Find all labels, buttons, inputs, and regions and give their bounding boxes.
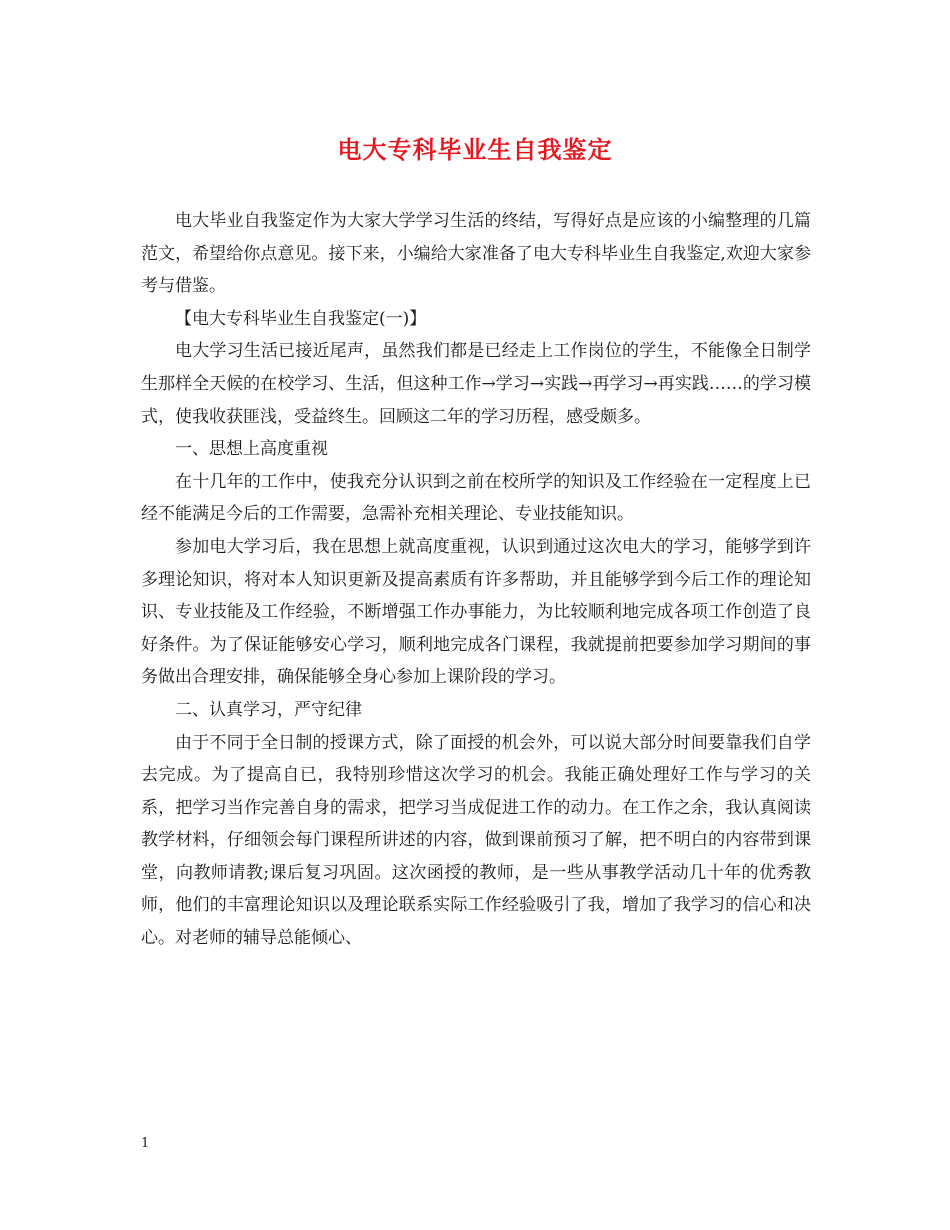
paragraph: 在十几年的工作中，使我充分认识到之前在校所学的知识及工作经验在一定程度上已经不能满足今后的工作需要，急需补充相关理论、专业技能知识。 bbox=[141, 471, 811, 525]
subheading-study-discipline: 二、认真学习，严守纪律 bbox=[175, 699, 362, 720]
paragraph: 由于不同于全日制的授课方式，除了面授的机会外，可以说大部分时间要靠我们自学去完成。为了提高自已，我特别珍惜这次学习的机会。我能正确处理好工作与学习的关系，把学习当作完善自身的需求，把学习当成促进工作的动力。在工作之余，我认真阅读教学材料，仔细领会每门课程所讲述的内容，做到课前预习了解，把不明白的内容带到课堂，向教师请教;课后复习巩固。这次函授的教师，是一些从事教学活动几十年的优秀教师，他们的丰富理论知识以及理论联系实际工作经验吸引了我，增加了我学习的信心和决心。对老师的辅导总能倾心、 bbox=[141, 732, 811, 949]
section-heading-part-one: 【电大专科毕业生自我鉴定(一)】 bbox=[175, 308, 427, 329]
document-title: 电大专科毕业生自我鉴定 bbox=[337, 135, 613, 164]
paragraph-intro: 电大毕业自我鉴定作为大家大学学习生活的终结，写得好点是应该的小编整理的几篇范文，希望给你点意见。接下来，小编给大家准备了电大专科毕业生自我鉴定,欢迎大家参考与借鉴。 bbox=[141, 211, 811, 297]
document-body bbox=[141, 205, 811, 955]
subheading-ideology: 一、思想上高度重视 bbox=[175, 439, 328, 460]
paragraph: 电大学习生活已接近尾声，虽然我们都是已经走上工作岗位的学生，不能像全日制学生那样全天候的在校学习、生活，但这种工作→学习→实践→再学习→再实践……的学习模式，使我收获匪浅，受益终生。回顾这二年的学习历程，感受颇多。 bbox=[141, 341, 811, 427]
paragraph: 参加电大学习后，我在思想上就高度重视，认识到通过这次电大的学习，能够学到许多理论知识，将对本人知识更新及提高素质有许多帮助，并且能够学到今后工作的理论知识、专业技能及工作经验，不断增强工作办事能力，为比较顺利地完成各项工作创造了良好条件。为了保证能够安心学习，顺利地完成各门课程，我就提前把要参加学习期间的事务做出合理安排，确保能够全身心参加上课阶段的学习。 bbox=[141, 536, 811, 688]
page-number: 1 bbox=[141, 1136, 150, 1151]
